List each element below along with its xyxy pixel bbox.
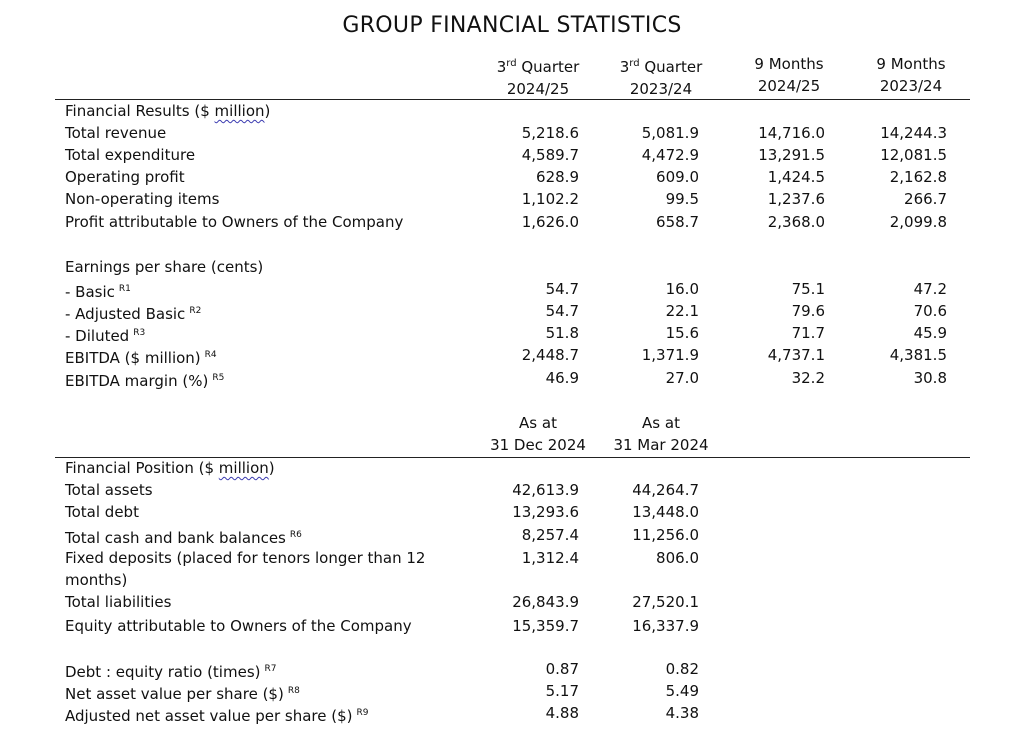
table-row [65, 278, 965, 300]
cell-value: 22.1 [665, 302, 699, 320]
cell-value: 609.0 [656, 168, 699, 186]
row-label: EBITDA ($ million) [65, 349, 201, 367]
table-row [65, 479, 965, 501]
position-heading-unit: million [218, 459, 269, 477]
row-label: EBITDA margin (%) [65, 372, 209, 390]
cell-value: 15,359.7 [512, 617, 579, 635]
cell-value: 46.9 [545, 369, 579, 387]
cell-value: 27,520.1 [632, 593, 699, 611]
cell-value: 47.2 [913, 280, 947, 298]
cell-value: 5.49 [665, 682, 699, 700]
cell-value: 14,244.3 [880, 124, 947, 142]
row-label: Total debt [65, 503, 139, 521]
cell-value: 15.6 [665, 324, 699, 342]
header-col2 [601, 53, 721, 100]
header-col3-label: 9 Months [754, 55, 824, 73]
cell-value: 45.9 [913, 324, 947, 342]
cell-value: 5,081.9 [641, 124, 699, 142]
page-title: GROUP FINANCIAL STATISTICS [342, 13, 682, 38]
cell-value: 2,368.0 [767, 213, 825, 231]
cell-value: 5,218.6 [521, 124, 579, 142]
cell-value: 70.6 [913, 302, 947, 320]
cell-value: 628.9 [536, 168, 579, 186]
cell-value: 71.7 [791, 324, 825, 342]
footnote-ref: R5 [212, 373, 225, 383]
cell-value: 75.1 [791, 280, 825, 298]
cell-value: 658.7 [656, 213, 699, 231]
table-row [65, 188, 965, 210]
results-heading-unit: million [214, 102, 265, 120]
position-header-col2 [601, 412, 721, 456]
cell-value: 2,448.7 [521, 346, 579, 364]
footnote-ref: R6 [289, 530, 302, 540]
cell-value: 16,337.9 [632, 617, 699, 635]
row-label: - Adjusted Basic [65, 305, 186, 323]
cell-value: 4.38 [665, 704, 699, 722]
table-row [65, 547, 965, 591]
header-col3-period: 2024/25 [757, 77, 821, 95]
cell-value: 12,081.5 [880, 146, 947, 164]
table-row [65, 144, 965, 166]
row-label: - Basic [65, 283, 115, 301]
cell-value: 14,716.0 [758, 124, 825, 142]
cell-value: 13,293.6 [512, 503, 579, 521]
cell-value: 16.0 [665, 280, 699, 298]
cell-value: 54.7 [545, 302, 579, 320]
cell-value: 4,589.7 [521, 146, 579, 164]
table-row [65, 615, 965, 637]
header-col2-prefix: 3 [619, 58, 630, 76]
cell-value: 2,162.8 [889, 168, 947, 186]
header-col4 [851, 53, 971, 97]
cell-value: 79.6 [791, 302, 825, 320]
row-label: Total assets [65, 481, 153, 499]
eps-heading-text: Earnings per share (cents) [65, 258, 264, 276]
cell-value: 5.17 [545, 682, 579, 700]
cell-value: 1,312.4 [521, 549, 579, 567]
row-label: Non-operating items [65, 190, 220, 208]
table-row [65, 591, 965, 613]
position-heading-text: Financial Position ($ [65, 459, 219, 477]
results-heading-close: ) [264, 102, 271, 120]
cell-value: 99.5 [665, 190, 699, 208]
table-row [65, 344, 965, 366]
table-row [65, 122, 965, 144]
table-row [65, 300, 965, 322]
row-label: Profit attributable to Owners of the Company [65, 213, 404, 231]
footnote-ref: R2 [189, 306, 202, 316]
cell-value: 51.8 [545, 324, 579, 342]
cell-value: 27.0 [665, 369, 699, 387]
cell-value: 1,626.0 [521, 213, 579, 231]
header-col1-prefix: 3 [496, 58, 507, 76]
position-header-col2-label: As at [642, 414, 680, 432]
cell-value: 8,257.4 [521, 526, 579, 544]
footnote-ref: R3 [133, 328, 146, 338]
table-row [65, 658, 965, 680]
cell-value: 4,381.5 [889, 346, 947, 364]
header-col1-suffix: Quarter [516, 58, 580, 76]
eps-heading [65, 256, 965, 278]
header-col4-period: 2023/24 [879, 77, 943, 95]
table-row [65, 680, 965, 702]
header-col1 [478, 53, 598, 100]
row-label: Total liabilities [65, 593, 172, 611]
position-header-col1-label: As at [519, 414, 557, 432]
cell-value: 42,613.9 [512, 481, 579, 499]
table-row [65, 702, 965, 724]
cell-value: 44,264.7 [632, 481, 699, 499]
cell-value: 4,737.1 [767, 346, 825, 364]
table-row [65, 166, 965, 188]
cell-value: 0.87 [545, 660, 579, 678]
cell-value: 13,448.0 [632, 503, 699, 521]
table-row [65, 501, 965, 523]
cell-value: 30.8 [913, 369, 947, 387]
cell-value: 1,102.2 [521, 190, 579, 208]
cell-value: 266.7 [904, 190, 947, 208]
row-label: Debt : equity ratio (times) [65, 663, 261, 681]
header-col4-label: 9 Months [876, 55, 946, 73]
header-col2-suffix: Quarter [639, 58, 703, 76]
row-label: Total revenue [65, 124, 167, 142]
row-label: Equity attributable to Owners of the Company [65, 617, 412, 635]
results-heading [65, 100, 965, 122]
footnote-ref: R8 [287, 686, 300, 696]
cell-value: 2,099.8 [889, 213, 947, 231]
cell-value: 1,424.5 [767, 168, 825, 186]
row-label: Adjusted net asset value per share ($) [65, 707, 353, 725]
position-header-col1-date: 31 Dec 2024 [490, 436, 586, 454]
cell-value: 13,291.5 [758, 146, 825, 164]
header-col2-sup: rd [629, 58, 640, 69]
row-label: Total cash and bank balances [65, 529, 286, 547]
table-row [65, 211, 965, 233]
cell-value: 32.2 [791, 369, 825, 387]
header-col2-period: 2023/24 [629, 80, 693, 98]
row-label: Net asset value per share ($) [65, 685, 284, 703]
header-col1-period: 2024/25 [506, 80, 570, 98]
table-row [65, 322, 965, 344]
footnote-ref: R7 [264, 664, 277, 674]
position-header-col1 [478, 412, 598, 456]
cell-value: 4.88 [545, 704, 579, 722]
cell-value: 4,472.9 [641, 146, 699, 164]
header-col3 [729, 53, 849, 97]
cell-value: 26,843.9 [512, 593, 579, 611]
table-row [65, 367, 965, 389]
cell-value: 806.0 [656, 549, 699, 567]
header-col1-sup: rd [506, 58, 517, 69]
cell-value: 1,237.6 [767, 190, 825, 208]
footnote-ref: R4 [204, 350, 217, 360]
position-heading-close: ) [268, 459, 275, 477]
table-row [65, 524, 965, 546]
cell-value: 54.7 [545, 280, 579, 298]
cell-value: 1,371.9 [641, 346, 699, 364]
results-heading-text: Financial Results ($ [65, 102, 215, 120]
position-heading [65, 457, 965, 479]
footnote-ref: R9 [356, 708, 369, 718]
footnote-ref: R1 [118, 284, 131, 294]
row-label: - Diluted [65, 327, 130, 345]
row-label: Operating profit [65, 168, 185, 186]
position-header-col2-date: 31 Mar 2024 [613, 436, 709, 454]
cell-value: 0.82 [665, 660, 699, 678]
cell-value: 11,256.0 [632, 526, 699, 544]
row-label: Total expenditure [65, 146, 196, 164]
row-label: Fixed deposits (placed for tenors longer than 12 months) [65, 549, 426, 589]
